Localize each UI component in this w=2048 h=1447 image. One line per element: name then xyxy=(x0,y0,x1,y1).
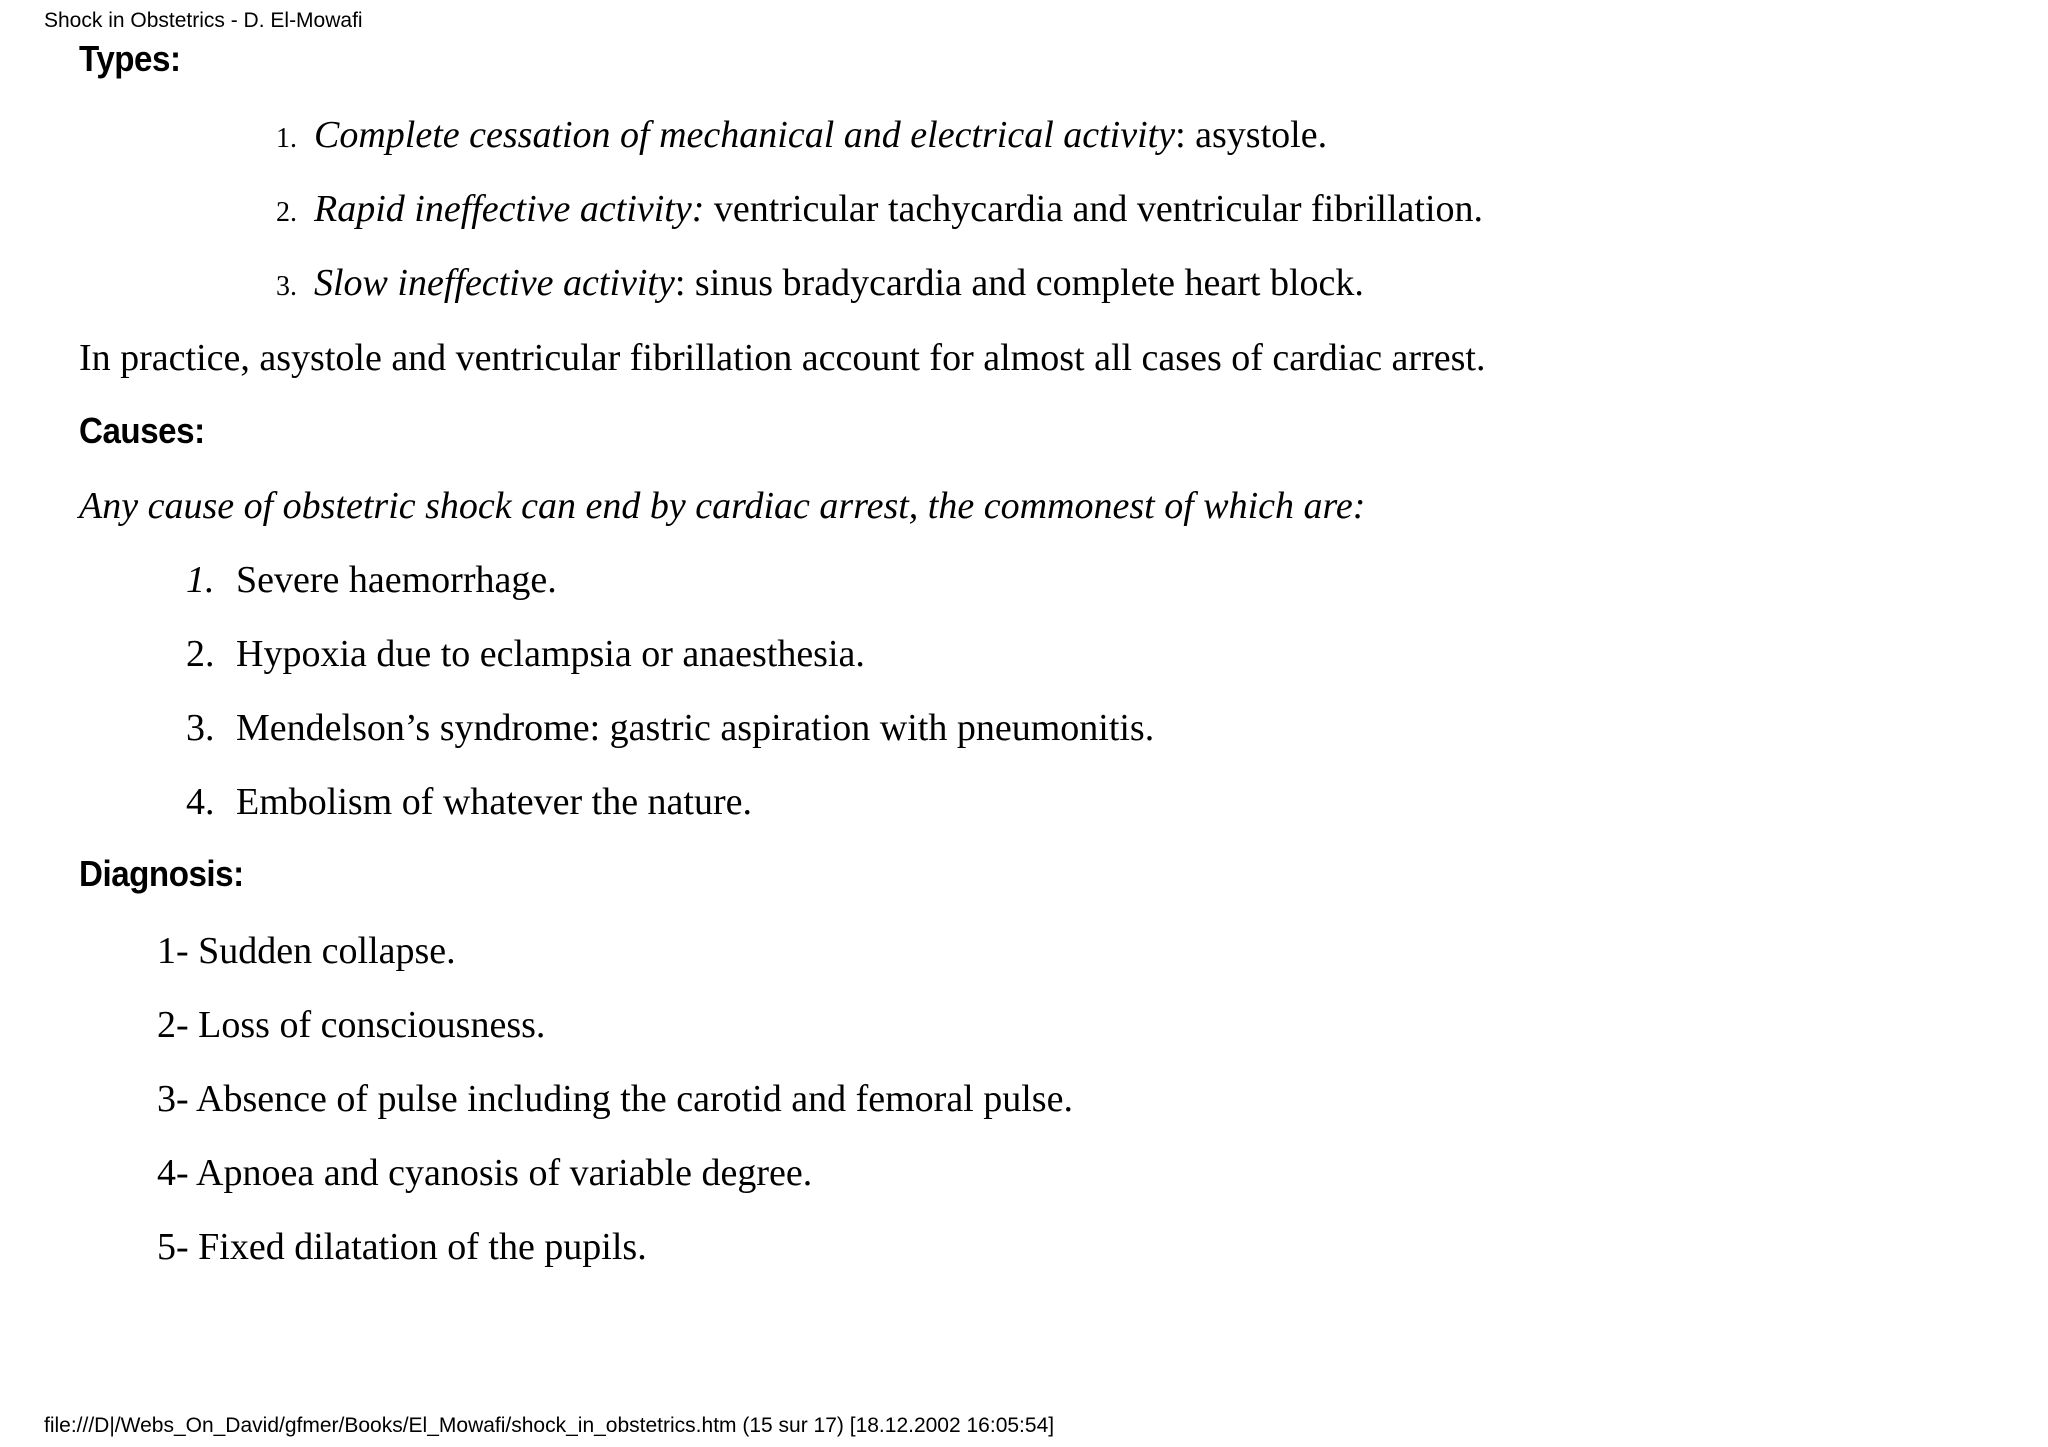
types-item-1 xyxy=(276,113,1327,157)
causes-intro: Any cause of obstetric shock can end by cardiac arrest, the commonest of which are: xyxy=(79,485,1366,527)
causes-item-2 xyxy=(186,632,865,676)
types-item-3-text: : sinus bradycardia and complete heart block. xyxy=(674,262,1364,304)
causes-item-1 xyxy=(186,558,557,602)
types-item-1-italic: Complete cessation of mechanical and electrical activity xyxy=(314,114,1176,156)
causes-item-2-text: Hypoxia due to eclampsia or anaesthesia. xyxy=(236,633,865,675)
types-note: In practice, asystole and ventricular fibrillation account for almost all cases of cardiac arrest. xyxy=(79,337,1486,379)
causes-item-1-text: Severe haemorrhage. xyxy=(236,559,557,601)
causes-item-1-number: 1. xyxy=(186,559,215,601)
page-footer-path: file:///D|/Webs_On_David/gfmer/Books/El_Mowafi/shock_in_obstetrics.htm (15 sur 17) [18.12.2002 16:05:54] xyxy=(44,1414,1055,1437)
diagnosis-heading: Diagnosis: xyxy=(79,853,244,894)
types-item-3-number: 3. xyxy=(276,271,297,302)
causes-item-4 xyxy=(186,780,752,824)
types-item-2 xyxy=(276,187,1483,231)
causes-heading: Causes: xyxy=(79,410,205,451)
diagnosis-item-4: 4- Apnoea and cyanosis of variable degree. xyxy=(157,1152,813,1194)
causes-item-4-number: 4. xyxy=(186,781,215,823)
causes-item-3-number: 3. xyxy=(186,707,215,749)
types-item-1-number: 1. xyxy=(276,123,297,154)
diagnosis-item-3: 3- Absence of pulse including the carotid and femoral pulse. xyxy=(157,1078,1073,1120)
causes-item-3 xyxy=(186,706,1154,750)
types-item-2-italic: Rapid ineffective activity: xyxy=(314,188,705,230)
page-header-title: Shock in Obstetrics - D. El-Mowafi xyxy=(44,9,363,32)
causes-item-4-text: Embolism of whatever the nature. xyxy=(236,781,753,823)
types-heading: Types: xyxy=(79,38,181,79)
diagnosis-item-5: 5- Fixed dilatation of the pupils. xyxy=(157,1226,647,1268)
diagnosis-item-2: 2- Loss of consciousness. xyxy=(157,1004,546,1046)
types-item-3 xyxy=(276,261,1364,305)
causes-item-2-number: 2. xyxy=(186,633,215,675)
types-item-3-italic: Slow ineffective activity xyxy=(314,262,675,304)
types-item-2-number: 2. xyxy=(276,197,297,228)
causes-item-3-text: Mendelson’s syndrome: gastric aspiration with pneumonitis. xyxy=(236,707,1155,749)
diagnosis-item-1: 1- Sudden collapse. xyxy=(157,930,456,972)
types-item-1-text: : asystole. xyxy=(1175,114,1328,156)
types-item-2-text: ventricular tachycardia and ventricular fibrillation. xyxy=(704,188,1484,230)
